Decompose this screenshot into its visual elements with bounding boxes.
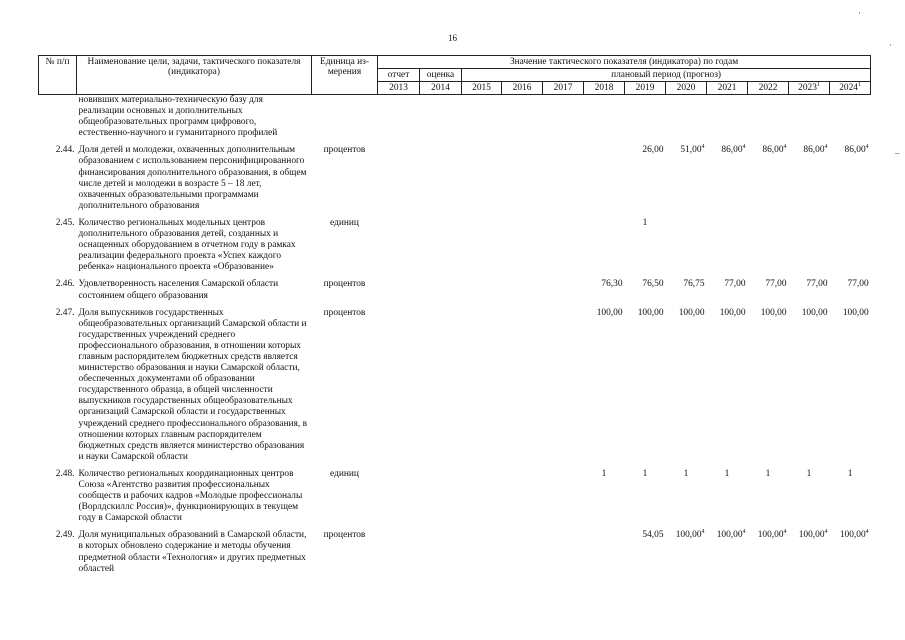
- footnote-mark: 4: [701, 529, 705, 536]
- indicator-value: [789, 218, 830, 273]
- header-year: [707, 82, 748, 95]
- indicator-name: Количество региональных координационных центров Союза «Агентство развития профессиональных сообществ и рабочих кадров «Молодые профессионалы (Ворлдскиллс Россия)», функционирующих в текущем году в Самарской области: [78, 468, 303, 524]
- table-row: [39, 218, 871, 273]
- value-text: 86,00: [803, 145, 825, 156]
- indicator-value: [830, 145, 871, 212]
- value-text: 76,30: [601, 279, 623, 290]
- value-text: 1: [642, 217, 648, 228]
- value-text: 1: [765, 468, 771, 479]
- value-text: 77,00: [847, 279, 869, 290]
- indicator-value: [378, 95, 420, 140]
- value-text: 100,00: [757, 530, 784, 541]
- indicator-value: [666, 95, 707, 140]
- table-row: [39, 530, 871, 574]
- indicator-value: [462, 95, 502, 140]
- indicator-value: [625, 530, 666, 574]
- header-year: [666, 82, 707, 95]
- indicator-value: [420, 145, 462, 212]
- header-year: [748, 82, 789, 95]
- indicator-value: [830, 308, 871, 463]
- header-year-label: 2021: [717, 83, 737, 93]
- indicator-value: [789, 469, 830, 524]
- indicator-value: [543, 530, 584, 574]
- table-row: [39, 279, 871, 301]
- table-row: [39, 469, 871, 524]
- indicator-value: [830, 279, 871, 301]
- value-text: 76,50: [642, 279, 664, 290]
- indicator-value: [420, 218, 462, 273]
- indicator-value: [584, 469, 625, 524]
- header-year-label: 2015: [472, 83, 491, 93]
- indicator-value: [789, 530, 830, 574]
- indicator-value: [378, 279, 420, 301]
- indicator-value: [543, 95, 584, 140]
- header-year: [625, 82, 666, 95]
- indicator-value: [666, 469, 707, 524]
- indicator-unit: единиц: [330, 468, 359, 479]
- header-year: [502, 82, 543, 95]
- indicator-value: [378, 308, 420, 463]
- indicator-value: [502, 218, 543, 273]
- footnote-mark: 4: [701, 144, 705, 151]
- value-text: 86,00: [721, 145, 743, 156]
- indicator-value: [462, 530, 502, 574]
- indicator-value: [830, 469, 871, 524]
- indicator-value: [748, 218, 789, 273]
- value-text: 100,00: [801, 307, 828, 318]
- indicator-value: [543, 145, 584, 212]
- row-number: 2.44.: [55, 145, 75, 156]
- indicator-value: [748, 530, 789, 574]
- indicator-value: [462, 469, 502, 524]
- value-text: 1: [724, 468, 730, 479]
- table-row: [39, 145, 871, 212]
- header-year: [462, 82, 502, 95]
- value-text: 100,00: [675, 530, 702, 541]
- value-text: 76,75: [683, 279, 705, 290]
- indicator-value: [666, 218, 707, 273]
- indicator-value: [830, 530, 871, 574]
- indicator-name: Количество региональных модельных центров дополнительного образования детей, созданных и оснащенных оборудованием в отчетном году в рамках реализации федерального проекта «Успех каждого ребенка» национального проекта «Образование»: [78, 217, 296, 273]
- indicator-value: [420, 530, 462, 574]
- indicator-value: [502, 145, 543, 212]
- indicator-value: [378, 145, 420, 212]
- indicator-value: [378, 469, 420, 524]
- indicator-name: Доля выпускников государственных общеобразовательных организаций Самарской области и государственных учреждений среднего профессионального образования, в отношении которых главным распорядителем бюджетных средств является министерство образования и науки Самарской области, обеспеченных документами об образовании государственного образца, в общей численности выпускников государственных общеобразовательных организаций Самарской области и государственных учреждений среднего профессионального образования, в отношении которых главным распорядителем бюджетных средств является министерство образования и науки Самарской области: [78, 307, 308, 462]
- indicator-name: Доля детей и молодежи, охваченных дополнительным образованием с использованием персонифицированного финансирования дополнительного образования, в общем числе детей и молодежи в возрасте 5 – 18 лет, охваченных образовательными программами дополнительного образования: [78, 145, 307, 211]
- indicator-unit: процентов: [323, 145, 366, 156]
- value-text: 77,00: [806, 279, 828, 290]
- table-header: [39, 56, 871, 95]
- header-year: [584, 82, 625, 95]
- indicator-value: [502, 469, 543, 524]
- value-text: 77,00: [724, 279, 746, 290]
- header-planned: плановый период (прогноз): [462, 69, 871, 82]
- value-text: 1: [642, 468, 648, 479]
- indicator-value: [462, 145, 502, 212]
- footnote-mark: 4: [742, 529, 746, 536]
- indicator-value: [707, 308, 748, 463]
- value-text: 100,00: [839, 530, 866, 541]
- indicator-value: [707, 95, 748, 140]
- value-text: 1: [601, 468, 607, 479]
- indicator-value: [789, 95, 830, 140]
- header-values: Значение тактического показателя (индикатора) по годам: [378, 56, 871, 69]
- footnote-mark: 4: [783, 144, 787, 151]
- indicator-value: [625, 469, 666, 524]
- header-year: [378, 82, 420, 95]
- row-number: 2.49.: [55, 530, 75, 541]
- indicator-value: [748, 145, 789, 212]
- footnote-mark: 1: [816, 81, 820, 88]
- indicator-value: [420, 469, 462, 524]
- header-year-label: 2013: [389, 83, 408, 93]
- indicator-value: [584, 279, 625, 301]
- indicator-value: [502, 308, 543, 463]
- table-row: [39, 308, 871, 463]
- header-year-label: 2024: [839, 83, 858, 93]
- value-text: 1: [683, 468, 689, 479]
- header-year-label: 2020: [676, 83, 696, 93]
- value-text: 1: [847, 468, 853, 479]
- header-name: Наименование цели, задачи, тактического показателя (индикатора): [77, 56, 312, 95]
- footnote-mark: 4: [742, 144, 746, 151]
- header-year-label: 2016: [512, 83, 532, 93]
- indicator-unit: единиц: [330, 217, 359, 228]
- indicator-value: [707, 530, 748, 574]
- row-number: [39, 95, 77, 140]
- indicator-value: [584, 218, 625, 273]
- indicator-value: [502, 95, 543, 140]
- indicator-value: [666, 308, 707, 463]
- indicator-value: [543, 469, 584, 524]
- value-text: 100,00: [760, 307, 787, 318]
- value-text: 1: [806, 468, 812, 479]
- indicator-value: [378, 218, 420, 273]
- value-text: 100,00: [716, 530, 743, 541]
- indicator-value: [748, 308, 789, 463]
- value-text: 100,00: [719, 307, 746, 318]
- row-number: 2.48.: [55, 468, 75, 479]
- page-number: 16: [448, 33, 457, 43]
- indicator-unit: процентов: [323, 530, 366, 541]
- indicator-value: [748, 279, 789, 301]
- indicator-name: Удовлетворенность населения Самарской области состоянием общего образования: [78, 279, 279, 301]
- indicator-value: [830, 95, 871, 140]
- header-unit: Единица из-мерения: [312, 56, 378, 95]
- indicator-value: [789, 279, 830, 301]
- row-number: 2.47.: [55, 307, 75, 318]
- indicator-value: [789, 308, 830, 463]
- header-year: [789, 82, 830, 95]
- indicator-value: [707, 279, 748, 301]
- header-report: отчет: [378, 69, 420, 82]
- header-year-label: 2014: [431, 83, 450, 93]
- indicator-value: [707, 145, 748, 212]
- header-year-label: 2022: [758, 83, 778, 93]
- value-text: 86,00: [844, 145, 866, 156]
- value-text: 100,00: [637, 307, 664, 318]
- indicator-value: [584, 95, 625, 140]
- header-year-label: 2023: [798, 83, 817, 93]
- indicator-value: [625, 218, 666, 273]
- indicator-value: [625, 308, 666, 463]
- footnote-mark: 4: [824, 529, 828, 536]
- header-year-label: 2018: [594, 83, 614, 93]
- indicator-value: [502, 279, 543, 301]
- footnote-mark: 1: [857, 81, 861, 88]
- indicator-value: [420, 279, 462, 301]
- indicator-value: [584, 145, 625, 212]
- indicator-value: [584, 530, 625, 574]
- indicator-value: [707, 218, 748, 273]
- indicator-value: [502, 530, 543, 574]
- value-text: 54,05: [642, 530, 664, 541]
- value-text: 100,00: [596, 307, 623, 318]
- indicator-value: [748, 469, 789, 524]
- value-text: 77,00: [765, 279, 787, 290]
- indicator-value: [420, 95, 462, 140]
- indicator-unit: [312, 95, 378, 140]
- indicator-value: [378, 530, 420, 574]
- value-text: 51,00: [680, 145, 702, 156]
- scan-mark: ·: [858, 8, 861, 18]
- value-text: 86,00: [762, 145, 784, 156]
- indicator-value: [830, 218, 871, 273]
- scan-mark: ·: [889, 40, 892, 50]
- indicator-value: [625, 279, 666, 301]
- value-text: 100,00: [798, 530, 825, 541]
- row-number: 2.45.: [55, 217, 75, 228]
- scan-mark: –: [895, 148, 900, 158]
- indicator-value: [666, 279, 707, 301]
- value-text: 100,00: [678, 307, 705, 318]
- footnote-mark: 4: [783, 529, 787, 536]
- indicator-value: [584, 308, 625, 463]
- footnote-mark: 4: [824, 144, 828, 151]
- header-year: [543, 82, 584, 95]
- indicator-value: [789, 145, 830, 212]
- header-estimate: оценка: [420, 69, 462, 82]
- value-text: 26,00: [642, 145, 664, 156]
- indicator-unit: процентов: [323, 307, 366, 318]
- indicator-value: [543, 218, 584, 273]
- indicator-name: новивших материально-техническую базу для реализации основных и дополнительных общеобразовательных программ цифрового, естественно-научного и гуманитарного профилей: [78, 95, 278, 139]
- indicator-value: [462, 218, 502, 273]
- indicators-table: [38, 55, 871, 575]
- table-body: [39, 95, 871, 575]
- indicator-value: [462, 279, 502, 301]
- indicator-value: [462, 308, 502, 463]
- footnote-mark: 4: [865, 144, 869, 151]
- header-year-label: 2017: [553, 83, 573, 93]
- row-number: 2.46.: [55, 279, 75, 290]
- header-year: [830, 82, 871, 95]
- indicator-value: [543, 308, 584, 463]
- value-text: 100,00: [842, 307, 869, 318]
- header-year-label: 2019: [635, 83, 655, 93]
- indicator-value: [625, 145, 666, 212]
- header-year: [420, 82, 462, 95]
- indicator-value: [707, 469, 748, 524]
- header-num: № п/п: [39, 56, 77, 95]
- footnote-mark: 4: [865, 529, 869, 536]
- table-row: [39, 95, 871, 140]
- indicator-value: [420, 308, 462, 463]
- indicator-value: [543, 279, 584, 301]
- indicator-unit: процентов: [323, 279, 366, 290]
- indicator-name: Доля муниципальных образований в Самарской области, в которых обновлено содержание и методы обучения предметной области «Технология» и других предметных областей: [78, 530, 307, 574]
- indicator-value: [666, 530, 707, 574]
- indicator-value: [625, 95, 666, 140]
- indicator-value: [666, 145, 707, 212]
- indicator-value: [748, 95, 789, 140]
